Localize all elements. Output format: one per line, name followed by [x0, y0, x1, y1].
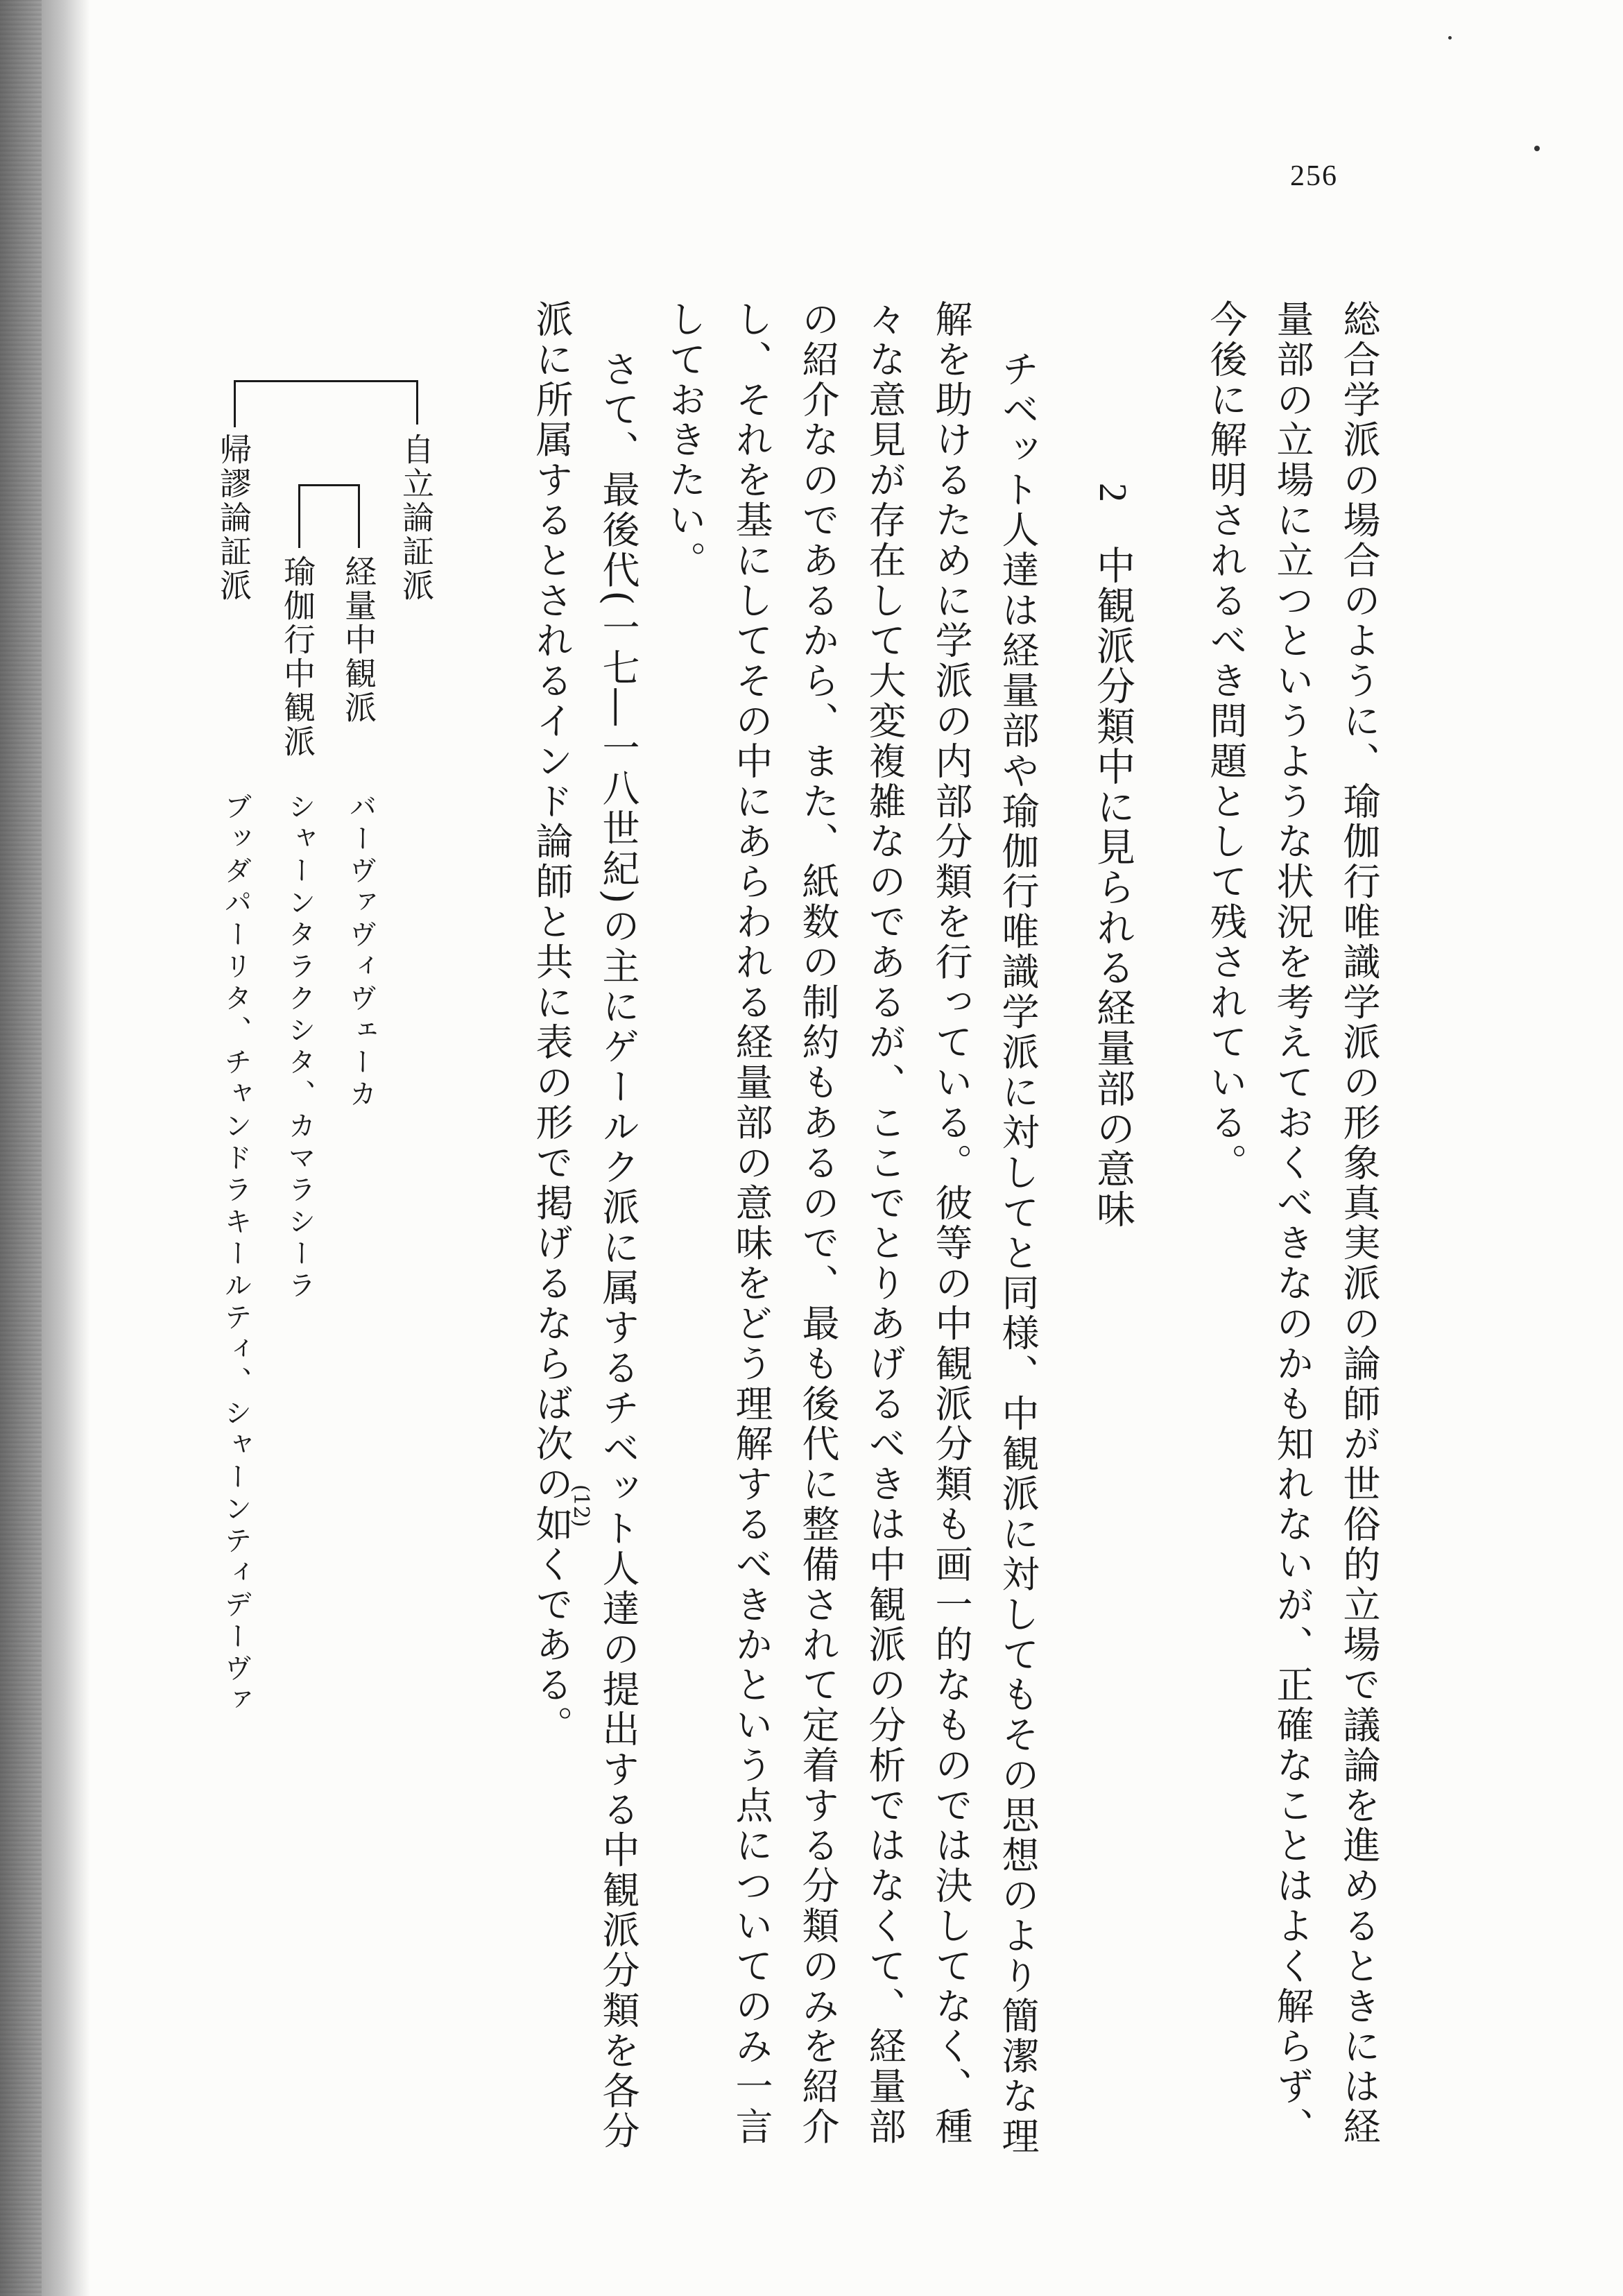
section-title: 中観派分類中に見られる経量部の意味: [1090, 545, 1135, 1229]
tree-masters-sautrantika-madhyamaka: バーヴァヴィヴェーカ: [345, 792, 377, 1111]
tree-connector: [416, 380, 418, 425]
text-column: チベット人達は経量部や瑜伽行唯識学派に対してと同様、中観派に対してもその思想のより簡潔な理: [996, 350, 1040, 2157]
scan-speck: [1534, 146, 1540, 151]
text-column: 総合学派の場合のように、瑜伽行唯識学派の形象真実派の論師が世俗的立場で議論を進めるときには経: [1337, 300, 1381, 2148]
section-number: 2: [1091, 483, 1134, 504]
tree-node-autonomist: 自立論証派: [397, 433, 435, 603]
text-column: 解を助けるために学派の内部分類を行っている。彼等の中観派分類も画一的なものでは決してなく、種: [929, 300, 973, 2148]
text-run: さて、最後代(一七―一八世紀)の主にゲールク派に属するチベット人達の提出する中観派分類を各分: [596, 350, 640, 2152]
text-column: の紹介なのであるから、また、紙数の制約もあるので、最も後代に整備されて定着する分類のみを紹介: [796, 300, 840, 2148]
text-column: 今後に解明されるべき問題として残されている。: [1204, 300, 1248, 1183]
tree-node-sautrantika-madhyamaka: 経量中観派: [340, 555, 377, 725]
text-column: [530, 300, 574, 1746]
tree-connector: [234, 380, 236, 427]
scan-speck: [1448, 36, 1452, 40]
page-number: 256: [1290, 160, 1338, 192]
text-column: [596, 350, 640, 2152]
tree-connector: [298, 484, 300, 548]
tree-connector: [298, 484, 359, 486]
text-column: 量部の立場に立つというような状況を考えておくべきなのかも知れないが、正確なことはよく解らず、: [1271, 300, 1314, 2148]
tree-masters-prasangika: ブッダパーリタ、チャンドラキールティ、シャーンティデーヴァ: [220, 792, 252, 1717]
text-run: 派に所属するとされるインド論師と共に表の形で掲げるならば次の如くである。: [530, 300, 574, 1746]
scan-shadow-texture: [0, 0, 42, 2296]
tree-connector: [234, 380, 418, 382]
footnote-marker: (12): [569, 1484, 593, 1527]
tree-node-yogacara-madhyamaka: 瑜伽行中観派: [279, 555, 316, 759]
tree-masters-yogacara-madhyamaka: シャーンタラクシタ、カマラシーラ: [284, 792, 316, 1303]
tree-node-prasangika: 帰謬論証派: [215, 433, 252, 603]
section-heading: [1090, 483, 1135, 1229]
text-column: 々な意見が存在して大変複雑なのであるが、ここでとりあげるべきは中観派の分析ではなくて、経量部: [863, 300, 907, 2148]
text-column: しておきたい。: [663, 300, 707, 581]
tree-connector: [358, 484, 360, 548]
text-column: し、それを基にしてその中にあらわれる経量部の意味をどう理解するべきかという点についてのみ一言: [730, 300, 773, 2148]
